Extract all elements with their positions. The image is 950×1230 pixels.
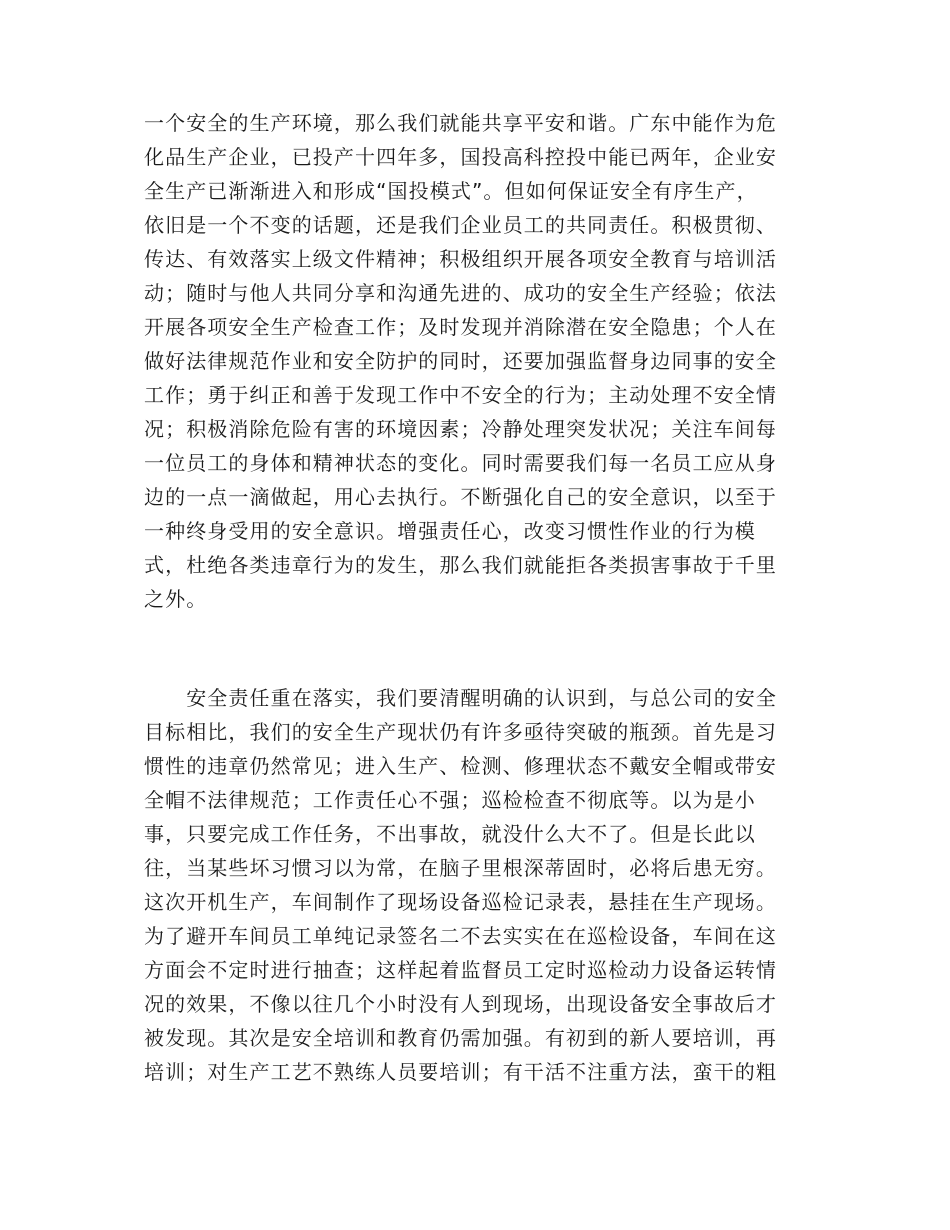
text-line: 传达、有效落实上级文件精神；积极组织开展各项安全教育与培训活 xyxy=(144,247,777,271)
text-line: 做好法律规范作业和安全防护的同时，还要加强监督身边同事的安全 xyxy=(144,349,777,373)
text-line: 目标相比，我们的安全生产现状仍有许多亟待突破的瓶颈。首先是习 xyxy=(144,720,777,744)
text-line: 事，只要完成工作任务，不出事故，就没什么大不了。但是长此以 xyxy=(144,822,756,846)
text-line: 一种终身受用的安全意识。增强责任心，改变习惯性作业的行为模 xyxy=(144,519,756,543)
text-line: 安全责任重在落实，我们要清醒明确的认识到，与总公司的安全 xyxy=(144,686,777,710)
text-line: 往，当某些坏习惯习以为常，在脑子里根深蒂固时，必将后患无穷。 xyxy=(144,856,777,880)
text-line: 被发现。其次是安全培训和教育仍需加强。有初到的新人要培训，再 xyxy=(144,1026,777,1050)
text-line: 式，杜绝各类违章行为的发生，那么我们就能拒各类损害事故于千里 xyxy=(144,553,777,577)
text-line: 为了避开车间员工单纯记录签名二不去实实在在巡检设备，车间在这 xyxy=(144,924,777,948)
paragraph-2 xyxy=(144,681,824,1089)
text-line: 全帽不法律规范；工作责任心不强；巡检检查不彻底等。以为是小 xyxy=(144,788,756,812)
text-line: 化品生产企业，已投产十四年多，国投高科控投中能已两年，企业安 xyxy=(144,145,777,169)
text-line: 一个安全的生产环境，那么我们就能共享平安和谐。广东中能作为危 xyxy=(144,111,777,135)
text-line: 边的一点一滴做起，用心去执行。不断强化自己的安全意识，以至于 xyxy=(144,485,777,509)
paragraph-1 xyxy=(144,106,824,616)
text-line: 惯性的违章仍然常见；进入生产、检测、修理状态不戴安全帽或带安 xyxy=(144,754,777,778)
text-line: 一位员工的身体和精神状态的变化。同时需要我们每一名员工应从身 xyxy=(144,451,777,475)
text-line: 况的效果，不像以往几个小时没有人到现场，出现设备安全事故后才 xyxy=(144,992,777,1016)
text-line: 全生产已渐渐进入和形成“国投模式”。但如何保证安全有序生产， xyxy=(144,179,758,203)
text-line: 工作；勇于纠正和善于发现工作中不安全的行为；主动处理不安全情 xyxy=(144,383,777,407)
text-line: 开展各项安全生产检查工作；及时发现并消除潜在安全隐患；个人在 xyxy=(144,315,777,339)
text-line: 动；随时与他人共同分享和沟通先进的、成功的安全生产经验；依法 xyxy=(144,281,777,305)
text-line: 之外。 xyxy=(144,587,208,611)
text-line: 方面会不定时进行抽查；这样起着监督员工定时巡检动力设备运转情 xyxy=(144,958,777,982)
text-line: 依旧是一个不变的话题，还是我们企业员工的共同责任。积极贯彻、 xyxy=(144,213,777,237)
text-line: 况；积极消除危险有害的环境因素；冷静处理突发状况；关注车间每 xyxy=(144,417,777,441)
text-line: 培训；对生产工艺不熟练人员要培训；有干活不注重方法，蛮干的粗 xyxy=(144,1060,777,1084)
text-line: 这次开机生产，车间制作了现场设备巡检记录表，悬挂在生产现场。 xyxy=(144,890,777,914)
